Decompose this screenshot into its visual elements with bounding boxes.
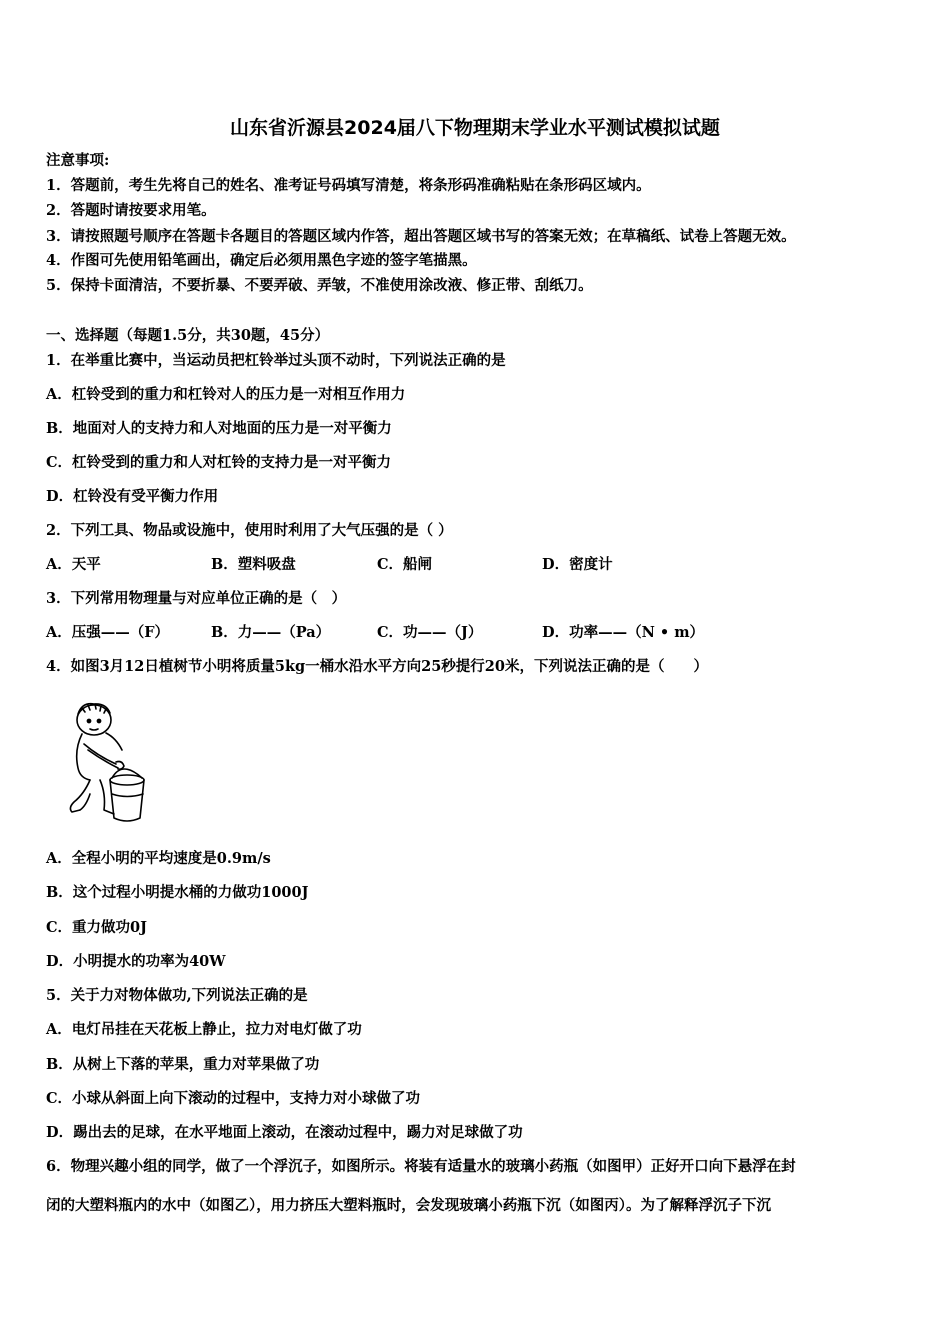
boy-carrying-bucket-figure	[60, 698, 152, 828]
q5-option-a: A．电灯吊挂在天花板上静止，拉力对电灯做了功	[46, 1021, 362, 1038]
section-heading: 一、选择题（每题1.5分，共30题，45分）	[46, 327, 330, 344]
q2-option-b: B．塑料吸盘	[211, 556, 296, 573]
q4-option-d: D．小明提水的功率为40W	[46, 953, 226, 970]
notice-heading: 注意事项:	[46, 152, 110, 169]
q3-option-a: A．压强——（F）	[46, 624, 170, 641]
q4-option-b: B．这个过程小明提水桶的力做功1000J	[46, 884, 309, 901]
q5-option-c: C．小球从斜面上向下滚动的过程中，支持力对小球做了功	[46, 1090, 421, 1107]
q5-option-d: D．踢出去的足球，在水平地面上滚动，在滚动过程中，踢力对足球做了功	[46, 1124, 523, 1141]
notice-item-5: 5．保持卡面清洁，不要折暴、不要弄破、弄皱，不准使用涂改液、修正带、刮纸刀。	[46, 277, 593, 294]
q1-stem: 1．在举重比赛中，当运动员把杠铃举过头顶不动时，下列说法正确的是	[46, 352, 506, 369]
q1-option-a: A．杠铃受到的重力和杠铃对人的压力是一对相互作用力	[46, 386, 406, 403]
q5-stem: 5．关于力对物体做功,下列说法正确的是	[46, 987, 308, 1004]
q3-option-c: C．功——（J）	[377, 624, 483, 641]
q6-stem-line-1: 6．物理兴趣小组的同学，做了一个浮沉子，如图所示。将装有适量水的玻璃小药瓶（如图甲）正好开口向下悬浮在封	[46, 1158, 796, 1175]
q5-option-b: B．从树上下落的苹果，重力对苹果做了功	[46, 1056, 320, 1073]
notice-item-1: 1．答题前，考生先将自己的姓名、准考证号码填写清楚，将条形码准确粘贴在条形码区域内。	[46, 177, 651, 194]
q2-option-d: D．密度计	[542, 556, 613, 573]
q2-stem: 2．下列工具、物品或设施中，使用时利用了大气压强的是（ ）	[46, 522, 453, 539]
q4-stem: 4．如图3月12日植树节小明将质量5kg一桶水沿水平方向25秒提行20米，下列说法正确的是（ ）	[46, 658, 708, 675]
notice-item-2: 2．答题时请按要求用笔。	[46, 202, 216, 219]
q1-option-d: D．杠铃没有受平衡力作用	[46, 488, 219, 505]
page-title: 山东省沂源县2024届八下物理期末学业水平测试模拟试题	[230, 117, 720, 139]
notice-item-4: 4．作图可先使用铅笔画出，确定后必须用黑色字迹的签字笔描黑。	[46, 252, 477, 269]
q3-option-b: B．力——（Pa）	[211, 624, 331, 641]
notice-item-3: 3．请按照题号顺序在答题卡各题目的答题区域内作答，超出答题区域书写的答案无效；在草稿纸、试卷上答题无效。	[46, 228, 796, 245]
q4-option-a: A．全程小明的平均速度是0.9m/s	[46, 850, 271, 867]
q2-option-c: C．船闸	[377, 556, 433, 573]
q1-option-c: C．杠铃受到的重力和人对杠铃的支持力是一对平衡力	[46, 454, 392, 471]
q6-stem-line-2: 闭的大塑料瓶内的水中（如图乙），用力挤压大塑料瓶时，会发现玻璃小药瓶下沉（如图丙）。为了解释浮沉子下沉	[46, 1197, 771, 1214]
q2-option-a: A．天平	[46, 556, 101, 573]
q3-stem: 3．下列常用物理量与对应单位正确的是（ ）	[46, 590, 347, 607]
q4-option-c: C．重力做功0J	[46, 919, 147, 936]
q1-option-b: B．地面对人的支持力和人对地面的压力是一对平衡力	[46, 420, 392, 437]
q3-option-d: D．功率——（N • m）	[542, 624, 705, 641]
